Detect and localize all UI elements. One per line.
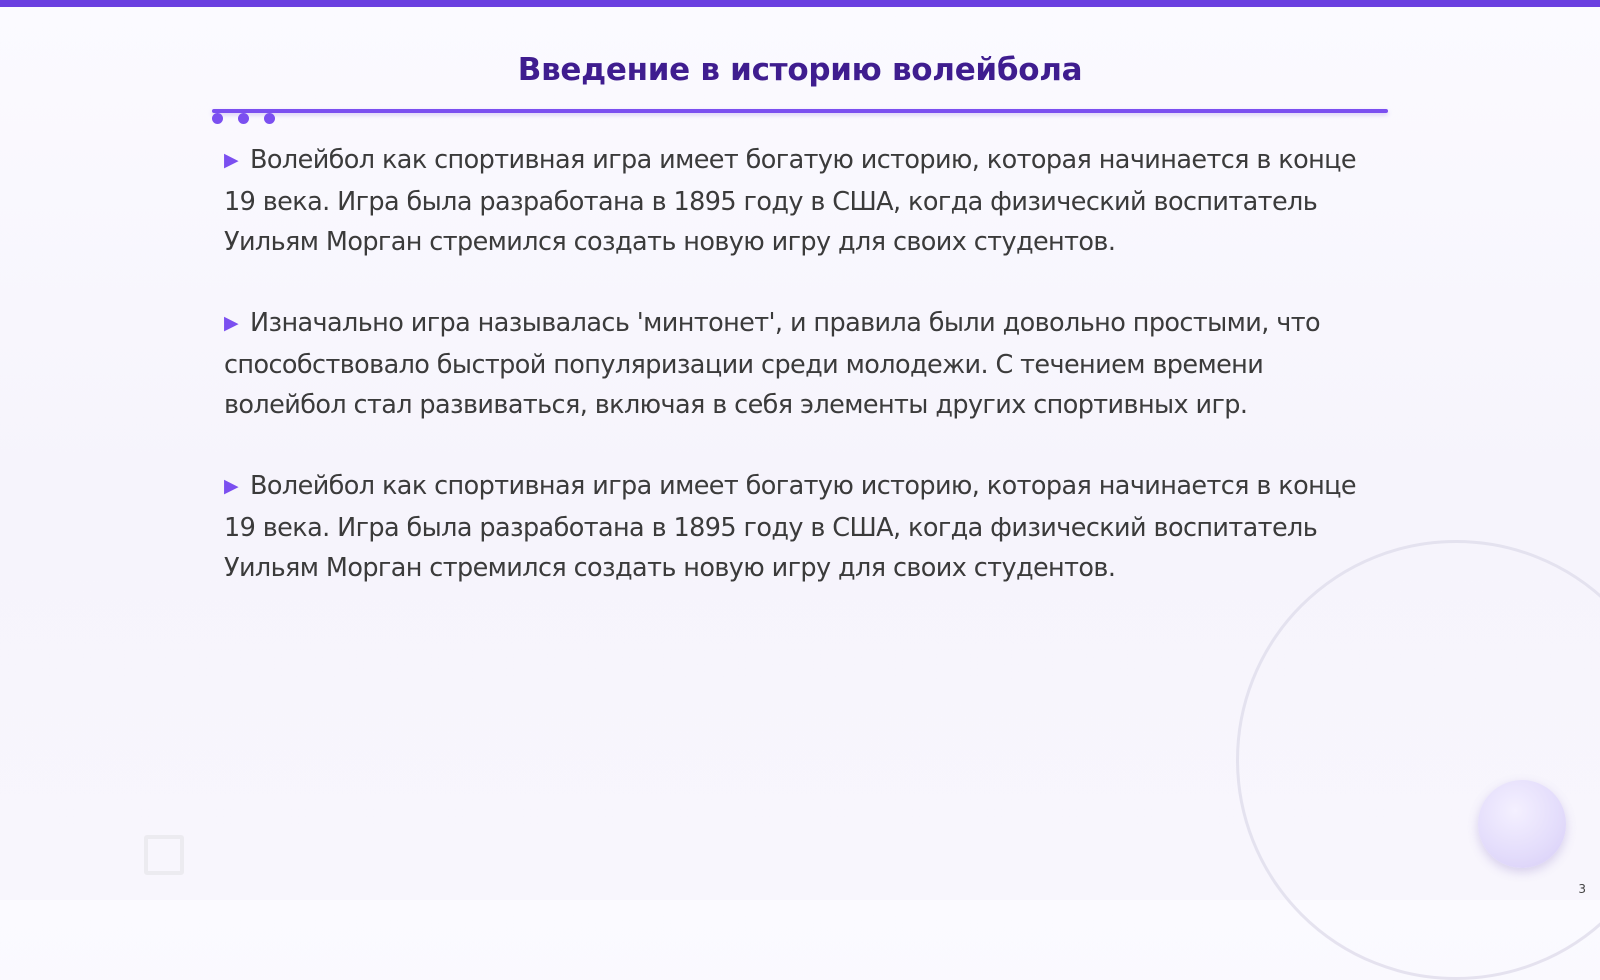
bullet-arrow-icon: ▶ [224,149,239,171]
decorative-circle [1478,780,1566,868]
top-accent-bar [0,0,1600,7]
bullet-text: Волейбол как спортивная игра имеет богатую историю, которая начинается в конце 19 века. Игра была разработана в 1895 году в США, когда физический воспитатель Уильям Морган стремился создать новую игру для своих студентов. [224,145,1357,257]
decorative-square [144,835,184,875]
title-decoration-dot [238,113,249,124]
bullet-text: Волейбол как спортивная игра имеет богатую историю, которая начинается в конце 19 века. Игра была разработана в 1895 году в США, когда физический воспитатель Уильям Морган стремился создать новую игру для своих студентов. [224,471,1357,583]
slide-body [224,140,1374,629]
title-underline [212,109,1388,113]
title-decoration-dot [264,113,275,124]
page-number: 3 [1578,882,1586,896]
title-decoration-dot [212,113,223,124]
bullet-item [224,303,1374,425]
bullet-item [224,140,1374,262]
bullet-text: Изначально игра называлась 'минтонет', и правила были довольно простыми, что способствовало быстрой популяризации среди молодежи. С течением времени волейбол стал развиваться, включая в себя элементы других спортивных игр. [224,308,1320,420]
bullet-arrow-icon: ▶ [224,312,239,334]
bullet-arrow-icon: ▶ [224,475,239,497]
slide-title: Введение в историю волейбола [517,52,1083,88]
bullet-item [224,466,1374,588]
